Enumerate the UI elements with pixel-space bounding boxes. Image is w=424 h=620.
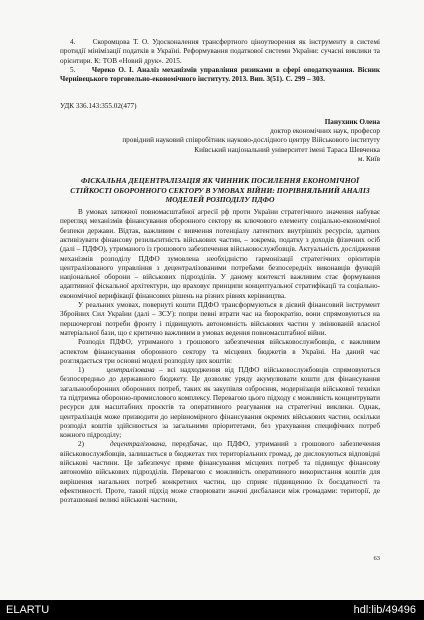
page-content (60, 38, 380, 506)
list-item: 2) децентралізована, передбачає, що ПДФО, утриманий з грошового забезпечення військовослужбовців, залишається в бюджетах тих територіальних громад, де дислокуються відповідні військові частини. Це забезпечує пряме фінансування місцевих потреб та підвищує фінансову автономію військових підрозділів. Перевагою є можливість оперативного використання коштів для вирішення нагальних потреб конкретних частин, що сприяє підвищенню їх боєздатності та ефективності. Проте, такий підхід може створювати значні дисбаланси між громадами: території, де розташовані великі військові частини, (60, 440, 380, 505)
author-city: м. Київ (357, 154, 380, 163)
list-item: 1) централізована – всі надходження від ПДФО військовослужбовців спрямовуються безпосередньо до державного бюджету. Це дозволяє уряду акумулювати кошти для фінансування загальнооборонних оборонних потреб, таких як закупівля озброєння, модернізація військової техніки та підтримка оборонно-промислового комплексу. Перевагою цього підходу є можливість концентрувати ресурси для масштабних проєктів та оперативного реагування на стратегічні виклики. Однак, централізація може призводити до нерівномірного фінансування окремих військових частин, оскільки розподіл коштів здійснюється за загальними пріоритетами, без урахування специфічних потреб кожного підрозділу; (60, 366, 381, 440)
paragraph: У реальних умовах, повернуті кошти ПДФО трансформуються в дієвий фінансовий інструмент Збройних Сил України (далі – ЗСУ): попри певні втрати час на бюрократію, вони спрямовуються на першочергові потреби фронту і підвищують автономність військових частин у змінюваній власної матеріальної бази, що є критично важливим в умовах ведення повномасштабної війни. (60, 301, 380, 337)
reference-item: 4. Скоромцова Т. О. Удосконалення трансфертного ціноутворення як інструменту в системі протидії мінімізації податків в Україні. Реформування податкової системи України: сучасні виклики та орієнтири. К: ТОВ «Новий друк». 2015. (60, 38, 381, 65)
repository-footer (0, 600, 424, 620)
list-term: централізована (106, 366, 155, 375)
author-block (60, 118, 380, 164)
list-term: децентралізована (109, 440, 166, 449)
repository-name[interactable]: ELARTU (6, 604, 50, 616)
reference-item: 5. Череко О. І. Аналіз механізмів управління ризиками в сфері оподаткування. Вісник Чернівецького торговельно-економічного інституту. 2013. Вип. 3(51). С. 299 – 303. (60, 65, 381, 84)
author-name: Панухник Олена (324, 117, 380, 126)
reference-list (60, 38, 380, 84)
author-university: Київський національний університет імені Тараса Шевченка (194, 145, 380, 154)
handle-id[interactable]: hdl:lib/49496 (353, 604, 416, 616)
article-body (60, 208, 380, 506)
paragraph: Розподіл ПДФО, утриманого з грошового забезпечення військовослужбовців, є важливим аспектом фінансування оборонного сектору та місцевих бюджетів в Україні. На даний час розглядається три основні моделі розподілу цих коштів: (60, 338, 380, 365)
paragraph: В умовах затяжної повномасштабної агресії рф проти України стратегічного значення набуває перегляд механізмів фінансування оборонного сектору як ключового елементу соціально-економічної безпеки держави. Відтак, важливим є вивчення потенціалу латентних внутрішніх ресурсів, здатних активізувати фінансову резильєнтність військових частин, – зокрема, податку з доходів фізичних осіб (далі – ПДФО), утриманого із грошового забезпечення військовослужбовців. Актуальність дослідження механізмів розподілу ПДФО зумовлена необхідністю гармонізації стратегічних орієнтирів централізованого управління з децентралізованими потребами безпосередніх виконавців функцій національної оборони – військових підрозділів. У даному контексті важливим стає формування адаптивної фіскальної архітектури, що враховує принципи концептуальної стратифікації та соціально-економічної верифікації фінансових рішень на різних рівнях керівництва. (60, 208, 380, 300)
reference-text: Череко О. І. Аналіз механізмів управління ризиками в сфері оподаткування. Вісник Чернівецького торговельно-економічного інституту. 2013. Вип. 3(51). С. 299 – 303. (60, 65, 381, 84)
reference-text: Скоромцова Т. О. Удосконалення трансфертного ціноутворення як інструменту в системі протидії мінімізації податків в Україні. Реформування податкової системи України: сучасні виклики та орієнтири. К: ТОВ «Новий друк». 2015. (60, 38, 381, 65)
author-degree: доктор економічних наук, професор (270, 127, 380, 136)
article-title: ФІСКАЛЬНА ДЕЦЕНТРАЛІЗАЦІЯ ЯК ЧИННИК ПОСИЛЕННЯ ЕКОНОМІЧНОЇ СТІЙКОСТІ ОБОРОННОГО СЕКТОРУ В УМОВАХ ВІЙНИ: ПОРІВНЯЛЬНИЙ АНАЛІЗ МОДЕЛЕЙ РОЗПОДІЛУ ПДФО (70, 176, 370, 205)
author-position: провідний науковий співробітник науково-дослідного центру Військового інституту (122, 136, 380, 145)
page-number: 63 (373, 555, 380, 562)
udc-code: УДК 336.143:355.02(477) (60, 102, 137, 111)
